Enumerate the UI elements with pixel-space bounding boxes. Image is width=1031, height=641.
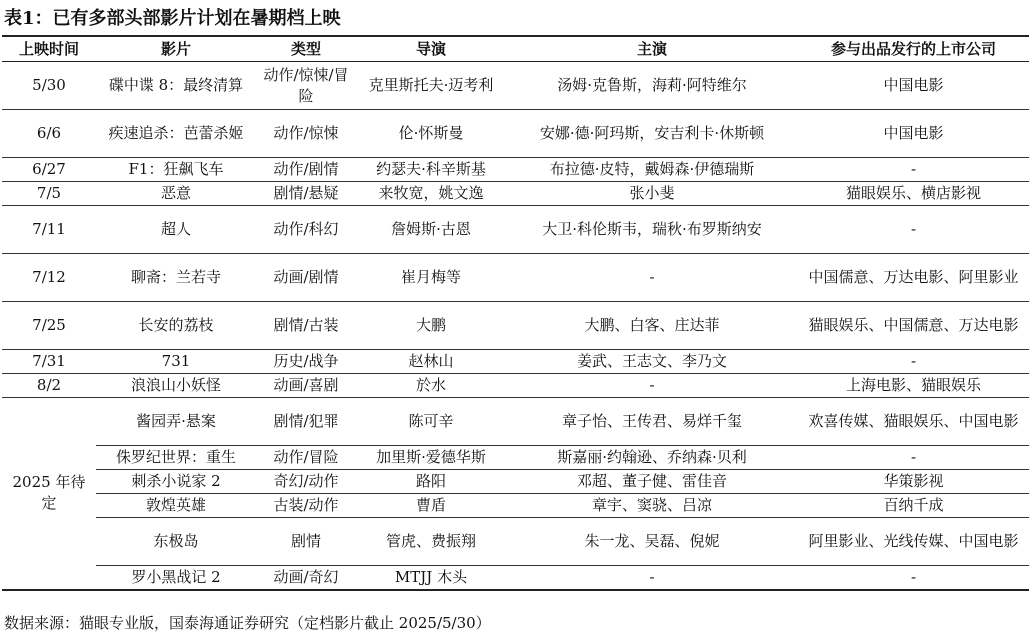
cell-director: 於水 <box>356 374 506 398</box>
cell-company: - <box>798 158 1029 182</box>
cell-date: 7/31 <box>2 350 96 374</box>
cell-director: 管虎、费振翔 <box>356 518 506 566</box>
table-row <box>2 518 1029 566</box>
cell-film: 浪浪山小妖怪 <box>96 374 256 398</box>
cell-company: 中国电影 <box>798 62 1029 110</box>
table-row <box>2 254 1029 302</box>
cell-director: 曹盾 <box>356 494 506 518</box>
cell-director: MTJJ 木头 <box>356 566 506 590</box>
cell-cast: 姜武、王志文、李乃文 <box>506 350 798 374</box>
table-row <box>2 470 1029 494</box>
cell-cast: 布拉德·皮特，戴姆森·伊德瑞斯 <box>506 158 798 182</box>
cell-film: 酱园弄·悬案 <box>96 398 256 446</box>
cell-film: 疾速追杀：芭蕾杀姬 <box>96 110 256 158</box>
cell-genre: 动作/冒险 <box>256 446 356 470</box>
table-row <box>2 62 1029 110</box>
cell-company: 欢喜传媒、猫眼娱乐、中国电影 <box>798 398 1029 446</box>
cell-film: 罗小黑战记 2 <box>96 566 256 590</box>
cell-film: 东极岛 <box>96 518 256 566</box>
cell-company: 上海电影、猫眼娱乐 <box>798 374 1029 398</box>
table-row <box>2 206 1029 254</box>
cell-director: 崔月梅等 <box>356 254 506 302</box>
cell-genre: 动作/科幻 <box>256 206 356 254</box>
cell-director: 陈可辛 <box>356 398 506 446</box>
cell-company: - <box>798 446 1029 470</box>
header-cast: 主演 <box>506 36 798 62</box>
cell-company: 华策影视 <box>798 470 1029 494</box>
cell-film: 长安的荔枝 <box>96 302 256 350</box>
cell-film: 敦煌英雄 <box>96 494 256 518</box>
cell-film: 超人 <box>96 206 256 254</box>
cell-film: 刺杀小说家 2 <box>96 470 256 494</box>
cell-director: 赵林山 <box>356 350 506 374</box>
cell-company: 猫眼娱乐、横店影视 <box>798 182 1029 206</box>
data-source-note: 数据来源：猫眼专业版，国泰海通证券研究（定档影片截止 2025/5/30） <box>4 614 491 632</box>
cell-genre: 动画/奇幻 <box>256 566 356 590</box>
cell-genre: 动画/喜剧 <box>256 374 356 398</box>
cell-director: 克里斯托夫·迈考利 <box>356 62 506 110</box>
cell-cast: 邓超、董子健、雷佳音 <box>506 470 798 494</box>
table-row <box>2 350 1029 374</box>
table-row <box>2 302 1029 350</box>
cell-genre: 动作/惊悚 <box>256 110 356 158</box>
cell-film: F1：狂飙飞车 <box>96 158 256 182</box>
cell-date: 7/11 <box>2 206 96 254</box>
cell-cast: 张小斐 <box>506 182 798 206</box>
cell-cast: 朱一龙、吴磊、倪妮 <box>506 518 798 566</box>
cell-director: 约瑟夫·科辛斯基 <box>356 158 506 182</box>
cell-cast: - <box>506 254 798 302</box>
cell-date: 5/30 <box>2 62 96 110</box>
cell-genre: 动画/剧情 <box>256 254 356 302</box>
table-row <box>2 374 1029 398</box>
cell-director: 大鹏 <box>356 302 506 350</box>
table-row <box>2 566 1029 590</box>
cell-genre: 剧情/犯罪 <box>256 398 356 446</box>
cell-cast: 章宇、窦骁、吕凉 <box>506 494 798 518</box>
table-row <box>2 494 1029 518</box>
cell-genre: 动作/惊悚/冒险 <box>256 62 356 110</box>
cell-company: 中国儒意、万达电影、阿里影业 <box>798 254 1029 302</box>
cell-film: 731 <box>96 350 256 374</box>
cell-company: 中国电影 <box>798 110 1029 158</box>
header-film: 影片 <box>96 36 256 62</box>
cell-company: - <box>798 350 1029 374</box>
header-date: 上映时间 <box>2 36 96 62</box>
cell-date: 7/25 <box>2 302 96 350</box>
table-row <box>2 182 1029 206</box>
cell-film: 恶意 <box>96 182 256 206</box>
cell-date: 7/5 <box>2 182 96 206</box>
cell-company: - <box>798 566 1029 590</box>
cell-cast: - <box>506 566 798 590</box>
cell-genre: 奇幻/动作 <box>256 470 356 494</box>
cell-genre: 剧情/悬疑 <box>256 182 356 206</box>
cell-director: 詹姆斯·古恩 <box>356 206 506 254</box>
cell-company: 猫眼娱乐、中国儒意、万达电影 <box>798 302 1029 350</box>
cell-date: 6/6 <box>2 110 96 158</box>
cell-director: 伦·怀斯曼 <box>356 110 506 158</box>
header-director: 导演 <box>356 36 506 62</box>
cell-film: 聊斋：兰若寺 <box>96 254 256 302</box>
cell-company: - <box>798 206 1029 254</box>
cell-date: 2025 年待定 <box>2 398 96 590</box>
cell-director: 来牧宽，姚文逸 <box>356 182 506 206</box>
cell-genre: 动作/剧情 <box>256 158 356 182</box>
cell-film: 碟中谍 8：最终清算 <box>96 62 256 110</box>
header-row <box>2 36 1029 62</box>
table-row <box>2 110 1029 158</box>
table-row <box>2 158 1029 182</box>
table-row <box>2 446 1029 470</box>
header-company: 参与出品发行的上市公司 <box>798 36 1029 62</box>
cell-company: 百纳千成 <box>798 494 1029 518</box>
cell-cast: 安娜·德·阿玛斯，安吉利卡·休斯顿 <box>506 110 798 158</box>
cell-cast: 章子怡、王传君、易烊千玺 <box>506 398 798 446</box>
cell-director: 加里斯·爱德华斯 <box>356 446 506 470</box>
cell-film: 侏罗纪世界：重生 <box>96 446 256 470</box>
table-title: 表1：已有多部头部影片计划在暑期档上映 <box>4 8 341 29</box>
cell-genre: 剧情 <box>256 518 356 566</box>
cell-genre: 古装/动作 <box>256 494 356 518</box>
cell-cast: 大卫·科伦斯韦，瑞秋·布罗斯纳安 <box>506 206 798 254</box>
cell-cast: 大鹏、白客、庄达菲 <box>506 302 798 350</box>
cell-cast: 斯嘉丽·约翰逊、乔纳森·贝利 <box>506 446 798 470</box>
table-row <box>2 398 1029 446</box>
cell-genre: 历史/战争 <box>256 350 356 374</box>
cell-company: 阿里影业、光线传媒、中国电影 <box>798 518 1029 566</box>
cell-genre: 剧情/古装 <box>256 302 356 350</box>
cell-date: 6/27 <box>2 158 96 182</box>
release-table <box>2 35 1029 591</box>
cell-date: 8/2 <box>2 374 96 398</box>
cell-date: 7/12 <box>2 254 96 302</box>
cell-cast: 汤姆·克鲁斯，海莉·阿特维尔 <box>506 62 798 110</box>
cell-cast: - <box>506 374 798 398</box>
cell-director: 路阳 <box>356 470 506 494</box>
header-genre: 类型 <box>256 36 356 62</box>
